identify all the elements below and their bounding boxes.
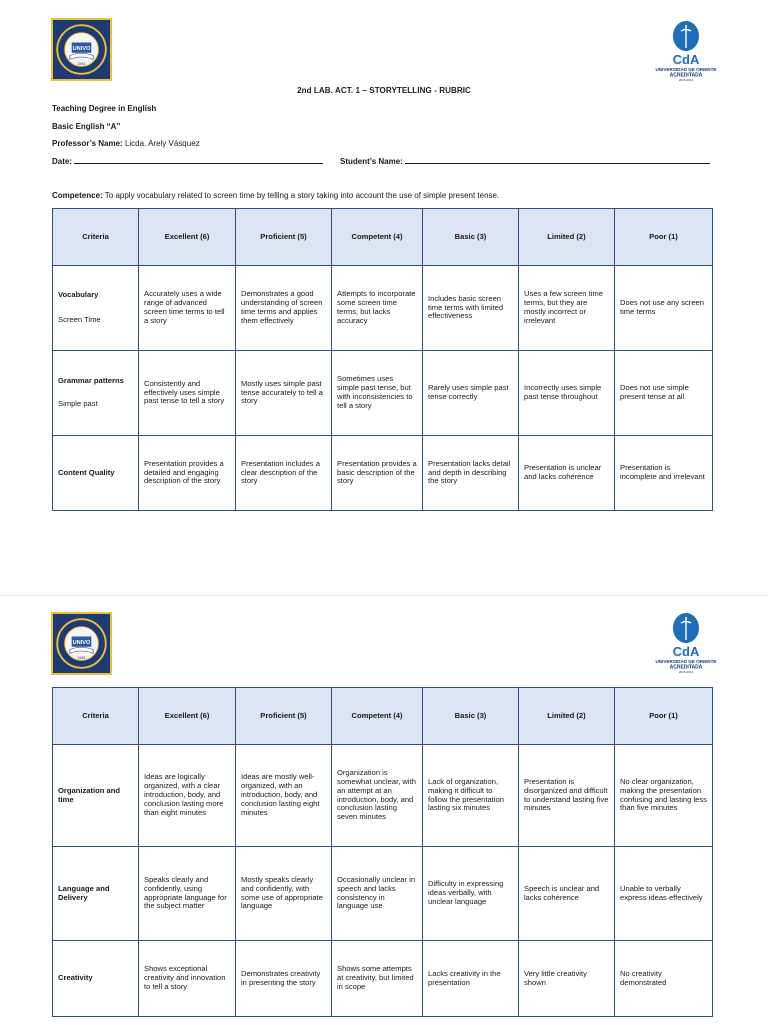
professor-name: Licda. Arely Vásquez: [124, 139, 200, 148]
competence-statement: [52, 191, 722, 200]
criteria-cell: Organization and time: [53, 745, 139, 847]
criteria-cell: Creativity: [53, 941, 139, 1017]
rubric-cell: Demonstrates a good understanding of screen time terms and applies them effectively: [236, 266, 332, 351]
criteria-cell: [53, 436, 139, 511]
competence-text: To apply vocabulary related to screen time by telling a story taking into account the use of simple present tense.: [104, 191, 500, 200]
criteria-cell: Language and Delivery: [53, 847, 139, 941]
table-row: [53, 436, 713, 511]
svg-text:2015-2019: 2015-2019: [678, 78, 694, 82]
rubric-cell: Does not use any screen time terms: [615, 266, 713, 351]
svg-text:1981: 1981: [77, 655, 86, 660]
rubric-cell: Mostly speaks clearly and confidently, with some use of appropriate language: [236, 847, 332, 941]
column-header: Proficient (5): [236, 209, 332, 266]
rubric-cell: Incorrectly uses simple past tense throughout: [519, 351, 615, 436]
rubric-cell: Difficulty in expressing ideas verbally, with unclear language: [423, 847, 519, 941]
svg-text:UNIVERSIDAD DE ORIENTE: UNIVERSIDAD DE ORIENTE: [655, 67, 717, 72]
table-row: [53, 941, 713, 1017]
column-header: Limited (2): [519, 209, 615, 266]
rubric-cell: Lack of organization, making it difficult to follow the presentation lasting six minutes: [423, 745, 519, 847]
criteria-subtopic: Simple past: [58, 399, 98, 408]
rubric-cell: Mostly uses simple past tense accurately to tell a story: [236, 351, 332, 436]
criteria-cell: [53, 351, 139, 436]
column-header: Excellent (6): [139, 688, 236, 745]
course-name: Basic English “A”: [52, 122, 121, 131]
rubric-cell: No clear organization, making the presentation confusing and lasting less than five minutes: [615, 745, 713, 847]
column-header: Criteria: [53, 688, 139, 745]
column-header: Criteria: [53, 209, 139, 266]
rubric-cell: Uses a few screen time terms, but they are mostly incorrect or irrelevant: [519, 266, 615, 351]
table-row: [53, 266, 713, 351]
professor-label: Professor’s Name:: [52, 139, 123, 148]
column-header: Proficient (5): [236, 688, 332, 745]
professor-line: [52, 139, 200, 148]
rubric-cell: Sometimes uses simple past tense, but with inconsistencies to tell a story: [332, 351, 423, 436]
svg-text:UNIVO: UNIVO: [72, 45, 91, 52]
svg-text:2015-2019: 2015-2019: [678, 670, 694, 674]
table-header-row: [53, 688, 713, 745]
criteria-name: Content Quality: [58, 467, 115, 477]
rubric-cell: Presentation provides a detailed and engaging description of the story: [139, 436, 236, 511]
univo-seal-logo: [51, 612, 112, 675]
universidad-de-oriente-logo: [650, 20, 722, 86]
rubric-cell: Includes basic screen time terms with limited effectiveness: [423, 266, 519, 351]
rubric-cell: Ideas are logically organized, with a clear introduction, body, and conclusion lasting more than eight minutes: [139, 745, 236, 847]
rubric-cell: No creativity demonstrated: [615, 941, 713, 1017]
date-blank[interactable]: [74, 156, 323, 164]
rubric-cell: Occasionally unclear in speech and lacks consistency in language use: [332, 847, 423, 941]
table-row: [53, 351, 713, 436]
rubric-cell: Organization is somewhat unclear, with an attempt at an introduction, body, and conclusion lasting seven minutes: [332, 745, 423, 847]
rubric-cell: Presentation lacks detail and depth in describing the story: [423, 436, 519, 511]
program-name: Teaching Degree in English: [52, 104, 157, 113]
rubric-cell: Rarely uses simple past tense correctly: [423, 351, 519, 436]
column-header: Limited (2): [519, 688, 615, 745]
rubric-cell: Lacks creativity in the presentation: [423, 941, 519, 1017]
rubric-cell: Presentation is disorganized and difficult to understand lasting five minutes: [519, 745, 615, 847]
rubric-cell: Shows some attempts at creativity, but limited in scope: [332, 941, 423, 1017]
table-row: [53, 847, 713, 941]
rubric-cell: Demonstrates creativity in presenting the story: [236, 941, 332, 1017]
rubric-cell: Presentation is incomplete and irrelevant: [615, 436, 713, 511]
rubric-table-1: [52, 208, 713, 511]
date-line: [52, 156, 323, 166]
column-header: Poor (1): [615, 209, 713, 266]
rubric-table-2: [52, 687, 713, 1017]
svg-text:CdA: CdA: [672, 52, 700, 67]
criteria-name: Vocabulary: [58, 290, 99, 300]
date-label: Date:: [52, 157, 73, 166]
criteria-cell: [53, 266, 139, 351]
univo-seal-logo: [51, 18, 112, 81]
rubric-cell: Does not use simple present tense at all: [615, 351, 713, 436]
svg-text:CdA: CdA: [672, 644, 700, 659]
competence-label: Competence:: [52, 191, 103, 200]
document-title: 2nd LAB. ACT. 1 – STORYTELLING - RUBRIC: [297, 86, 471, 95]
svg-text:ACREDITADA: ACREDITADA: [669, 72, 703, 79]
criteria-subtopic: Screen Time: [58, 315, 101, 324]
column-header: Poor (1): [615, 688, 713, 745]
column-header: Basic (3): [423, 209, 519, 266]
criteria-name: Grammar patterns: [58, 376, 124, 386]
student-name-blank[interactable]: [405, 156, 710, 164]
rubric-cell: Presentation provides a basic description of the story: [332, 436, 423, 511]
column-header: Basic (3): [423, 688, 519, 745]
column-header: Competent (4): [332, 209, 423, 266]
rubric-cell: Speech is unclear and lacks coherence: [519, 847, 615, 941]
column-header: Excellent (6): [139, 209, 236, 266]
rubric-cell: Presentation includes a clear description of the story: [236, 436, 332, 511]
rubric-cell: Unable to verbally express ideas effectively: [615, 847, 713, 941]
column-header: Competent (4): [332, 688, 423, 745]
rubric-cell: Accurately uses a wide range of advanced screen time terms to tell a story: [139, 266, 236, 351]
universidad-de-oriente-logo: [650, 612, 722, 678]
table-header-row: [53, 209, 713, 266]
svg-text:ACREDITADA: ACREDITADA: [669, 664, 703, 671]
rubric-cell: Consistently and effectively uses simple past tense to tell a story: [139, 351, 236, 436]
rubric-cell: Ideas are mostly well-organized, with an introduction, body, and conclusion lasting eight minutes: [236, 745, 332, 847]
table-row: [53, 745, 713, 847]
svg-text:1981: 1981: [77, 61, 86, 66]
student-line: [340, 156, 710, 166]
rubric-cell: Very little creativity shown: [519, 941, 615, 1017]
rubric-cell: Shows exceptional creativity and innovation to tell a story: [139, 941, 236, 1017]
rubric-page-2: [0, 595, 768, 1025]
rubric-cell: Presentation is unclear and lacks coherence: [519, 436, 615, 511]
svg-text:UNIVERSIDAD DE ORIENTE: UNIVERSIDAD DE ORIENTE: [655, 659, 717, 664]
rubric-cell: Attempts to incorporate some screen time terms, but lacks accuracy: [332, 266, 423, 351]
rubric-cell: Speaks clearly and confidently, using appropriate language for the subject matter: [139, 847, 236, 941]
svg-text:UNIVO: UNIVO: [72, 639, 91, 646]
student-label: Student’s Name:: [340, 157, 403, 166]
